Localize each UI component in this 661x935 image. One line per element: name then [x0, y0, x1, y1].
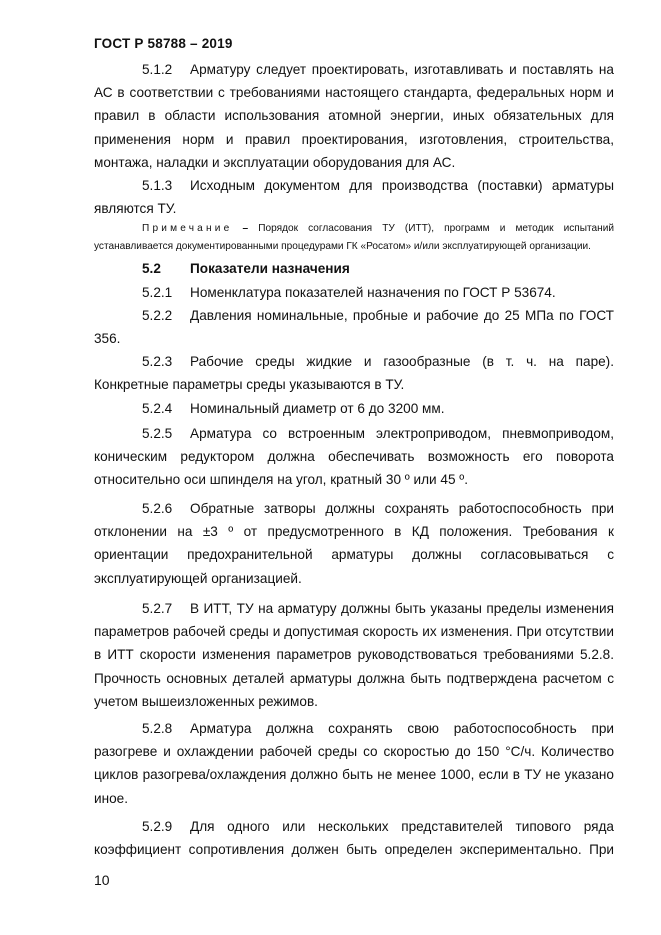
clause-text: Давления номинальные, пробные и рабочие до 25 МПа по ГОСТ 356. [94, 308, 614, 347]
clause-text: Арматуру следует проектировать, изготавливать и поставлять на АС в соответствии с требованиями настоящего стандарта, федеральных норм и правил в области использования атомной энергии, иных обязательных для применения норм и правил проектирования, изготовления, строительства, монтажа, наладки и эксплуатации оборудования для АС. [94, 62, 614, 170]
note [94, 220, 614, 256]
clause-text: Исходным документом для производства (поставки) арматуры являются ТУ. [94, 178, 614, 217]
clause-number: 5.2.2 [142, 308, 173, 323]
clause-text: Арматура должна сохранять свою работоспособность при разогреве и охлаждении рабочей среды со скоростью до 150 °С/ч. Количество циклов разогрева/охлаждения должно быть не менее 1000, если в ТУ не указано иное. [94, 721, 614, 806]
clause-5-2-6 [94, 497, 614, 590]
page-number: 10 [94, 872, 110, 888]
clause-5-2-9 [94, 815, 614, 861]
clause-5-2-8 [94, 717, 614, 810]
document-header: ГОСТ Р 58788 – 2019 [94, 36, 233, 51]
clause-5-2-4 [94, 397, 614, 420]
clause-text: Номенклатура показателей назначения по ГОСТ Р 53674. [190, 285, 556, 300]
clause-number: 5.2.9 [142, 819, 173, 834]
section-number: 5.2 [142, 261, 161, 276]
note-label: Примечание [142, 223, 233, 234]
section-heading [142, 259, 350, 279]
clause-number: 5.1.3 [142, 178, 173, 193]
clause-5-2-7 [94, 597, 614, 713]
clause-number: 5.2.6 [142, 501, 173, 516]
clause-text: Рабочие среды жидкие и газообразные (в т. ч. на паре). Конкретные параметры среды указываются в ТУ. [94, 354, 614, 393]
note-dash: – [232, 223, 259, 234]
clause-text: Арматура со встроенным электроприводом, пневмоприводом, коническим редуктором должна обеспечивать возможность его поворота относительно оси шпинделя на угол, кратный 30 º или 45 º. [94, 426, 614, 488]
clause-5-2-5 [94, 422, 614, 492]
clause-text: Номинальный диаметр от 6 до 3200 мм. [190, 401, 445, 416]
clause-5-1-3 [94, 174, 614, 220]
note-text: Порядок согласования ТУ (ИТТ), программ и методик испытаний устанавливается документированными процедурами ГК «Росатом» и/или эксплуатирующей организации. [94, 223, 614, 252]
clause-5-2-3 [94, 350, 614, 396]
section-title: Показатели назначения [190, 261, 350, 276]
clause-number: 5.2.5 [142, 426, 173, 441]
clause-number: 5.2.7 [142, 601, 173, 616]
clause-5-1-2 [94, 58, 614, 174]
clause-number: 5.2.1 [142, 285, 173, 300]
clause-text: Обратные затворы должны сохранять работоспособность при отклонении на ±3 º от предусмотренного в КД положения. Требования к ориентации предохранительной арматуры должны согласовываться с эксплуатирующей организацией. [94, 501, 614, 586]
clause-number: 5.1.2 [142, 62, 173, 77]
clause-number: 5.2.3 [142, 354, 173, 369]
clause-number: 5.2.8 [142, 721, 173, 736]
clause-5-2-1 [94, 281, 614, 304]
clause-5-2-2 [94, 304, 614, 350]
clause-number: 5.2.4 [142, 401, 173, 416]
clause-text: Для одного или нескольких представителей типового ряда коэффициент сопротивления должен быть определен экспериментально. При [94, 819, 614, 858]
clause-text: В ИТТ, ТУ на арматуру должны быть указаны пределы изменения параметров рабочей среды и допустимая скорость их изменения. При отсутствии в ИТТ скорости изменения параметров руководствоваться требованиями 5.2.8. Прочность основных деталей арматуры должна быть подтверждена расчетом с учетом вышеизложенных режимов. [94, 601, 614, 709]
